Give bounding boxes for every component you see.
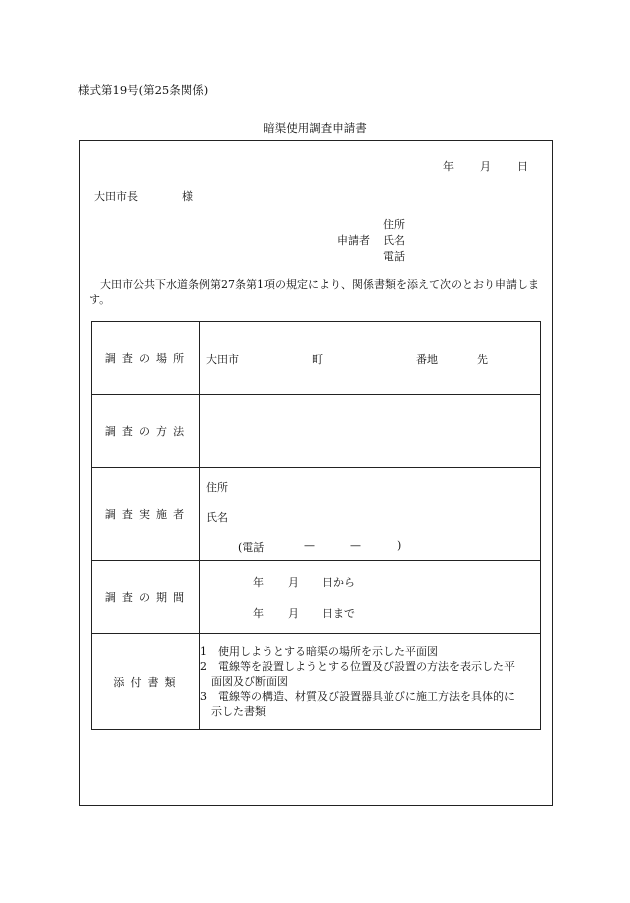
location-banchi: 番地 xyxy=(416,353,438,366)
applicant-name-field[interactable]: 氏名 xyxy=(383,234,405,247)
executor-phone-dash: — xyxy=(350,539,361,552)
document-title: 暗渠使用調査申請書 xyxy=(263,121,367,135)
period-end-month: 月 xyxy=(288,607,299,620)
location-label: 調査の場所 xyxy=(92,322,200,395)
executor-address: 住所 xyxy=(206,481,228,494)
period-end-year: 年 xyxy=(253,607,264,620)
date-month[interactable]: 月 xyxy=(480,160,491,173)
intro-text: 大田市公共下水道条例第27条第1項の規定により、関係書類を添えて次のとおり申請します。 xyxy=(89,278,539,306)
addressee-name: 大田市長 xyxy=(94,190,138,203)
table-row xyxy=(92,634,541,730)
table-row xyxy=(92,395,541,468)
applicant-phone-field[interactable]: 電話 xyxy=(383,250,405,263)
period-start-day: 日から xyxy=(322,576,355,589)
attachment-item-3: 3 電線等の構造、材質及び設置器具並びに施工方法を具体的に xyxy=(200,690,515,703)
date-year[interactable]: 年 xyxy=(443,160,454,173)
executor-value[interactable] xyxy=(200,468,541,561)
applicant-address-field[interactable]: 住所 xyxy=(383,218,405,231)
application-table xyxy=(91,321,541,730)
method-value[interactable] xyxy=(200,395,541,468)
period-value[interactable] xyxy=(200,561,541,634)
attachments-list xyxy=(200,634,541,730)
location-value[interactable] xyxy=(200,322,541,395)
attachment-item-2-cont: 面図及び断面図 xyxy=(211,675,288,688)
attachment-item-2: 2 電線等を設置しようとする位置及び設置の方法を表示した平 xyxy=(200,660,515,673)
date-day[interactable]: 日 xyxy=(517,160,528,173)
executor-phone-open: (電話 xyxy=(238,541,265,554)
executor-name: 氏名 xyxy=(206,511,228,524)
period-start-month: 月 xyxy=(288,576,299,589)
period-label: 調査の期間 xyxy=(92,561,200,634)
form-frame xyxy=(79,140,553,806)
executor-phone-dash: — xyxy=(304,539,315,552)
executor-phone-close: ) xyxy=(397,539,402,552)
date-line xyxy=(443,158,528,174)
table-row xyxy=(92,561,541,634)
period-end-day: 日まで xyxy=(322,607,355,620)
table-row xyxy=(92,468,541,561)
method-label: 調査の方法 xyxy=(92,395,200,468)
attachment-item-3-cont: 示した書類 xyxy=(211,705,266,718)
form-number: 様式第19号(第25条関係) xyxy=(78,83,209,97)
addressee xyxy=(94,188,193,204)
applicant-label: 申請者 xyxy=(337,234,370,247)
location-saki: 先 xyxy=(477,353,488,366)
addressee-honorific: 様 xyxy=(182,190,193,203)
location-city: 大田市 xyxy=(206,353,239,366)
executor-label: 調査実施者 xyxy=(92,468,200,561)
location-town: 町 xyxy=(312,353,323,366)
attachment-item-1: 1 使用しようとする暗渠の場所を示した平面図 xyxy=(200,645,438,658)
table-row xyxy=(92,322,541,395)
attachments-label: 添付書類 xyxy=(92,634,200,730)
period-start-year: 年 xyxy=(253,576,264,589)
